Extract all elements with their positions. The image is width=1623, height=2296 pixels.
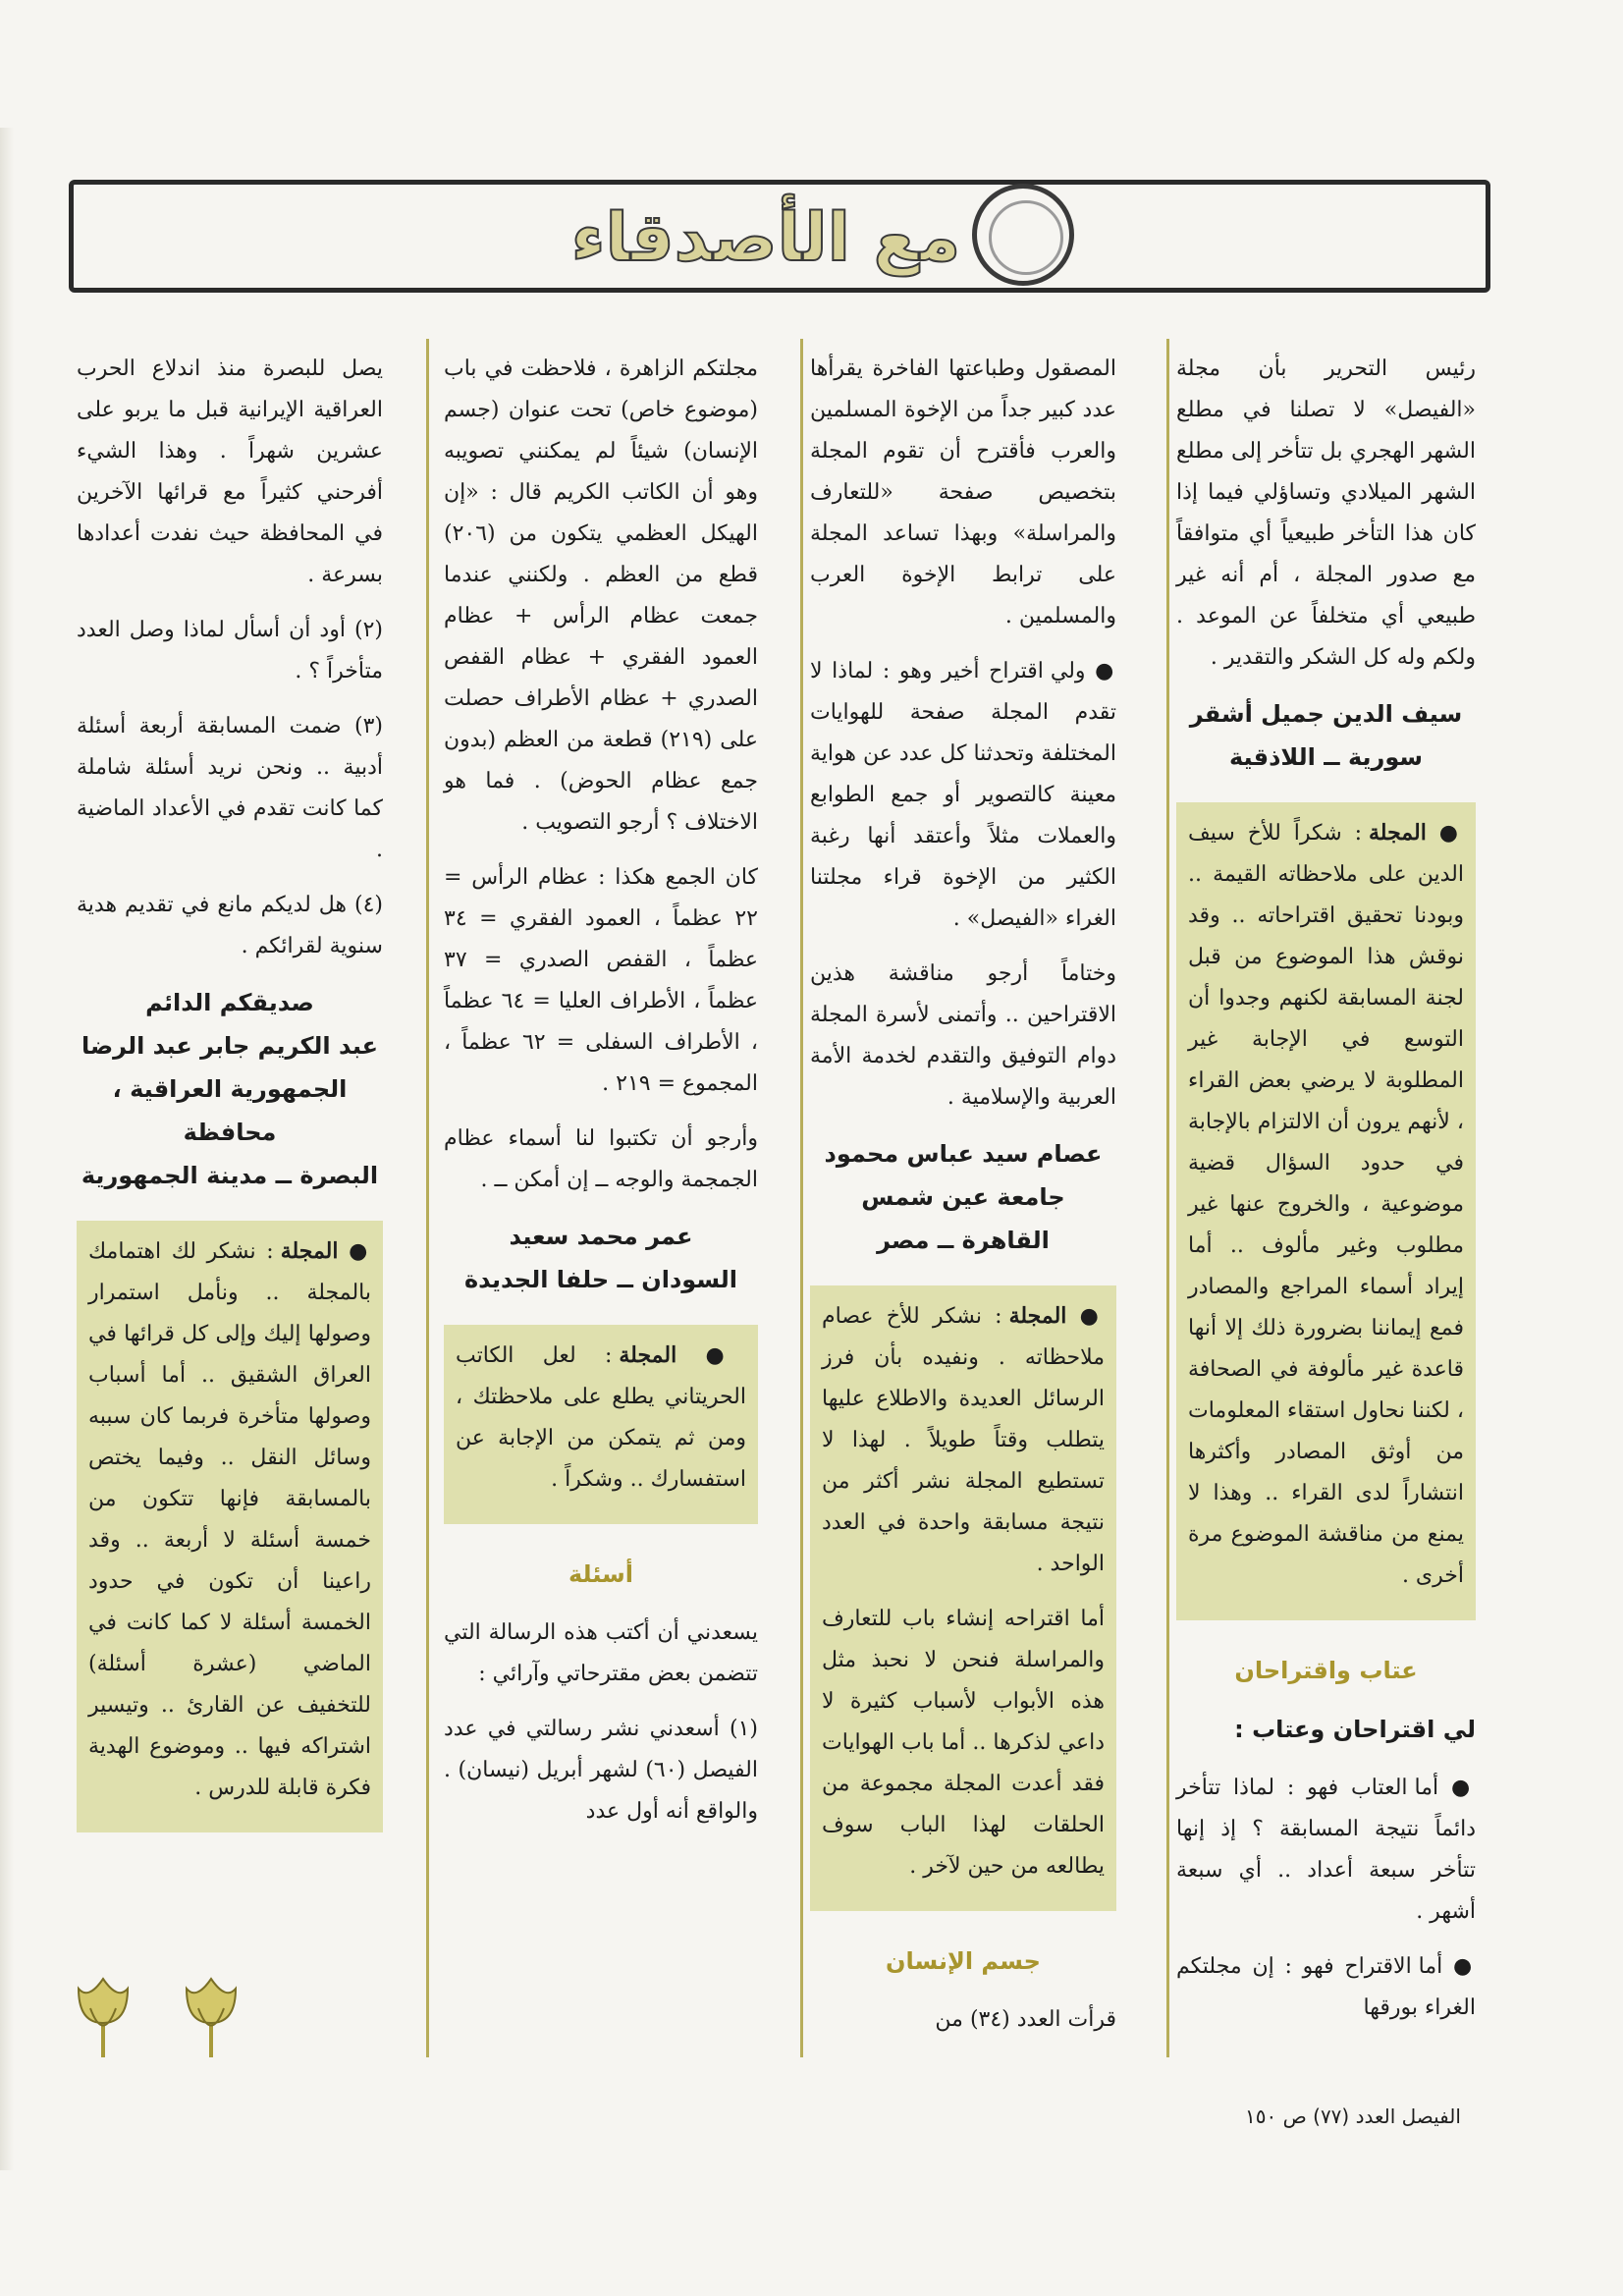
column-divider (800, 339, 803, 2057)
bullet-icon: ● (1066, 1304, 1105, 1329)
paragraph (444, 349, 758, 844)
paragraph (444, 857, 758, 1105)
column-divider (426, 339, 429, 2057)
paragraph-text: (١) أسعدني نشر رسالتي في عدد الفيصل (٦٠) لشهر أبريل (نيسان) . والواقع أنه أول عدد (444, 1717, 758, 1824)
paragraph (444, 1613, 758, 1695)
bullet-icon: ● (676, 1343, 746, 1368)
signature-line: سورية ــ اللاذقية (1229, 743, 1423, 771)
paragraph-text: كان الجمع هكذا : عظام الرأس = ٢٢ عظماً ، العمود الفقري = ٣٤ عظماً ، القفص الصدري = ٣٧ عظماً ، الأطراف العليا = ٦٤ عظماً ، الأطراف السفلى = ٦٢ عظماً ، المجموع = ٢١٩ . (444, 865, 758, 1096)
signature-line: عمر محمد سعيد (509, 1223, 693, 1250)
letter-signature (444, 1215, 758, 1301)
column-1 (1176, 349, 1476, 2043)
section-subheading: عتاب واقتراحان (1234, 1657, 1418, 1684)
paragraph-text: (٢) أود أن أسأل لماذا وصل العدد متأخراً ؟ . (77, 618, 383, 683)
editor-reply-box (1176, 802, 1476, 1620)
signature-line: عبد الكريم جابر عبد الرضا (81, 1032, 379, 1060)
signature-line: صديقكم الدائم (145, 989, 314, 1016)
paragraph-text: (٤) هل لديكم مانع في تقديم هدية سنوية لقرائكم . (77, 893, 383, 958)
paragraph-text: رئيس التحرير بأن مجلة «الفيصل» لا تصلنا في مطلع الشهر الهجري بل تتأخر إلى مطلع الشهر الميلادي وتساؤلي فيما إذا كان هذا التأخر طبيعياً أي متوافقاً مع صدور المجلة ، أم أنه غير طبيعي أي متخلفاً عن الموعد . ولكم وله كل الشكر والتقدير . (1176, 356, 1476, 670)
reply-label: المجلة (1008, 1303, 1067, 1329)
reply-text: : نشكر لك اهتمامك بالمجلة .. ونأمل استمرار وصولها إليك وإلى كل قرائها في العراق الشقيق .. أما أسباب وصولها متأخرة فربما كان سببه وسائل النقل .. وفيما يختص بالمسابقة فإنها تتكون من خمسة أسئلة لا أربعة .. وقد راعينا أن تكون في حدود الخمسة أسئلة لا كما كانت في الماضي (عشرة أسئلة) للتخفيف عن القارئ .. وتيسير اشتراكه فيها .. وموضوع الهدية فكرة قابلة للدرس . (88, 1239, 371, 1800)
column-4 (77, 349, 383, 1862)
letter-signature (810, 1132, 1116, 1262)
paragraph (444, 1119, 758, 1201)
bullet-icon: ● (338, 1239, 371, 1264)
editor-reply-box (77, 1221, 383, 1832)
signature-line: جامعة عين شمس (861, 1183, 1065, 1211)
paragraph-text: مجلتكم الزاهرة ، فلاحظت في باب (موضوع خاص) تحت عنوان (جسم الإنسان) شيئاً لم يمكنني تصويبه وهو أن الكاتب الكريم قال : «إن الهيكل العظمي يتكون من (٢٠٦) قطع من العظم . ولكنني عندما جمعت عظام الرأس + عظام العمود الفقري + عظام القفص الصدري + عظام الأطراف حصلت على (٢١٩) قطعة من العظم (بدون جمع عظام الحوض) . فما هو الاختلاف ؟ أرجو التصويب . (444, 356, 758, 835)
paragraph-text: يصل للبصرة منذ اندلاع الحرب العراقية الإيرانية قبل ما يربو على عشرين شهراً . وهذا الشيء أفرحني كثيراً مع قرائها الآخرين في المحافظة حيث نفدت أعدادها بسرعة . (77, 356, 383, 587)
paragraph (810, 349, 1116, 637)
column-divider (1166, 339, 1169, 2057)
signature-line: البصرة ــ مدينة الجمهورية (81, 1162, 379, 1189)
signature-line: السودان ــ حلفا الجديدة (463, 1266, 738, 1293)
tulip-ornament-icon (69, 1969, 137, 2062)
reply-text: : نشكر للأخ عصام ملاحظاته . ونفيده بأن فرز الرسائل العديدة والاطلاع عليها يتطلب وقتاً طويلاً . لهذا لا تستطيع المجلة نشر أكثر من نتيجة مسابقة واحدة في العدد الواحد . (822, 1304, 1105, 1576)
reply-label: المجلة (280, 1238, 339, 1264)
paragraph (77, 885, 383, 967)
paragraph (444, 1709, 758, 1832)
paragraph (810, 1999, 1116, 2041)
signature-line: الجمهورية العراقية ، محافظة (112, 1075, 348, 1146)
signature-line: سيف الدين جميل أشقر (1189, 700, 1463, 728)
paragraph-text: ولي اقتراح أخير وهو : لماذا لا تقدم المجلة صفحة للهوايات المختلفة وتحدثنا كل عدد عن هواية معينة كالتصوير أو جمع الطوابع والعملات مثلاً وأعتقد أنها رغبة الكثير من الإخوة قراء مجلتنا الغراء «الفيصل» . (810, 659, 1116, 931)
page-title: مع الأصدقاء (570, 199, 961, 277)
paragraph-text: وأرجو أن تكتبوا لنا أسماء عظام الجمجمة والوجه ــ إن أمكن ــ . (444, 1126, 758, 1192)
reply-text: أما اقتراحه إنشاء باب للتعارف والمراسلة فنحن لا نحبذ مثل هذه الأبواب لأسباب كثيرة لا داعي لذكرها .. أما باب الهوايات فقد أعدت المجلة مجموعة من الحلقات لهذا الباب سوف يطالعه من حين لآخر . (822, 1607, 1105, 1879)
paragraph (77, 610, 383, 692)
section-subheading: لي اقتراحان وعتاب : (1234, 1716, 1476, 1743)
bullet-icon: ● (1438, 1776, 1476, 1800)
column-3 (444, 349, 758, 1846)
bullet-icon: ● (1426, 821, 1464, 846)
reply-label: المجلة (1369, 820, 1427, 846)
page-edge (0, 128, 14, 2170)
section-subheading: جسم الإنسان (886, 1947, 1041, 1975)
paragraph (810, 954, 1116, 1119)
letter-signature (77, 981, 383, 1197)
paragraph-text: (٣) ضمت المسابقة أربعة أسئلة أدبية .. ونحن نريد أسئلة شاملة كما كانت تقدم في الأعداد الماضية . (77, 714, 383, 862)
signature-line: عصام سيد عباس محمود (824, 1140, 1103, 1168)
signature-line: القاهرة ــ مصر (877, 1227, 1050, 1254)
bullet-icon: ● (1442, 1954, 1476, 1979)
paragraph (77, 706, 383, 871)
reply-label: المجلة (619, 1342, 677, 1368)
tulip-ornament-icon (177, 1969, 245, 2062)
paragraph-text: المصقول وطباعتها الفاخرة يقرأها عدد كبير جداً من الإخوة المسلمين والعرب فأقترح أن تقوم المجلة بتخصيص صفحة «للتعارف والمراسلة» وبهذا تساعد المجلة على ترابط الإخوة العرب والمسلمين . (810, 356, 1116, 629)
editor-reply-box (444, 1325, 758, 1524)
paragraph-text: وختاماً أرجو مناقشة هذين الاقتراحين .. وأتمنى لأسرة المجلة دوام التوفيق والتقدم لخدمة الأمة العربية والإسلامية . (810, 961, 1116, 1110)
paragraph (810, 651, 1116, 940)
paragraph-text: قرأت العدد (٣٤) من (935, 2007, 1116, 2032)
paragraph-text: يسعدني أن أكتب هذه الرسالة التي تتضمن بعض مقترحاتي وآرائي : (444, 1620, 758, 1686)
bullet-icon: ● (1085, 659, 1116, 683)
reply-text: : شكراً للأخ سيف الدين على ملاحظاته القيمة .. وبودنا تحقيق اقتراحاته .. وقد نوقش هذا الموضوع من قبل لجنة المسابقة لكنهم وجدوا أن التوسع في الإجابة غير المطلوبة لا يرضي بعض القراء ، لأنهم يرون أن الالتزام بالإجابة في حدود السؤال قضية موضوعية ، والخروج عنها غير مطلوب وغير مألوف .. أما إيراد أسماء المراجع والمصادر فمع إيماننا بضرورة ذلك إلا أنها قاعدة غير مألوفة في الصحافة ، لكننا نحاول استقاء المعلومات من أوثق المصادر وأكثرها انتشاراً لدى القراء .. وهذا لا يمنع من مناقشة الموضوع مرة أخرى . (1188, 821, 1464, 1588)
editor-reply-box (810, 1285, 1116, 1911)
page-footer: الفيصل العدد (٧٧) ص ١٥٠ (1245, 2105, 1461, 2128)
paragraph-text: أما الاقتراح فهو : إن مجلتكم الغراء بورقها (1176, 1954, 1476, 2020)
paragraph (1176, 349, 1476, 679)
letter-signature (1176, 692, 1476, 779)
paragraph (1176, 1768, 1476, 1933)
paragraph (1176, 1946, 1476, 2029)
reply-text: : لعل الكاتب الحريتاني يطلع على ملاحظتك ، ومن ثم يتمكن من الإجابة عن استفسارك .. وشكراً . (456, 1343, 746, 1492)
paragraph-text: أما العتاب فهو : لماذا تتأخر دائماً نتيجة المسابقة ؟ إذ إنها تتأخر سبعة أعداد .. أي سبعة أشهر . (1176, 1776, 1476, 1924)
column-2 (810, 349, 1116, 2054)
section-subheading: أسئلة (568, 1560, 633, 1588)
paragraph (77, 349, 383, 596)
